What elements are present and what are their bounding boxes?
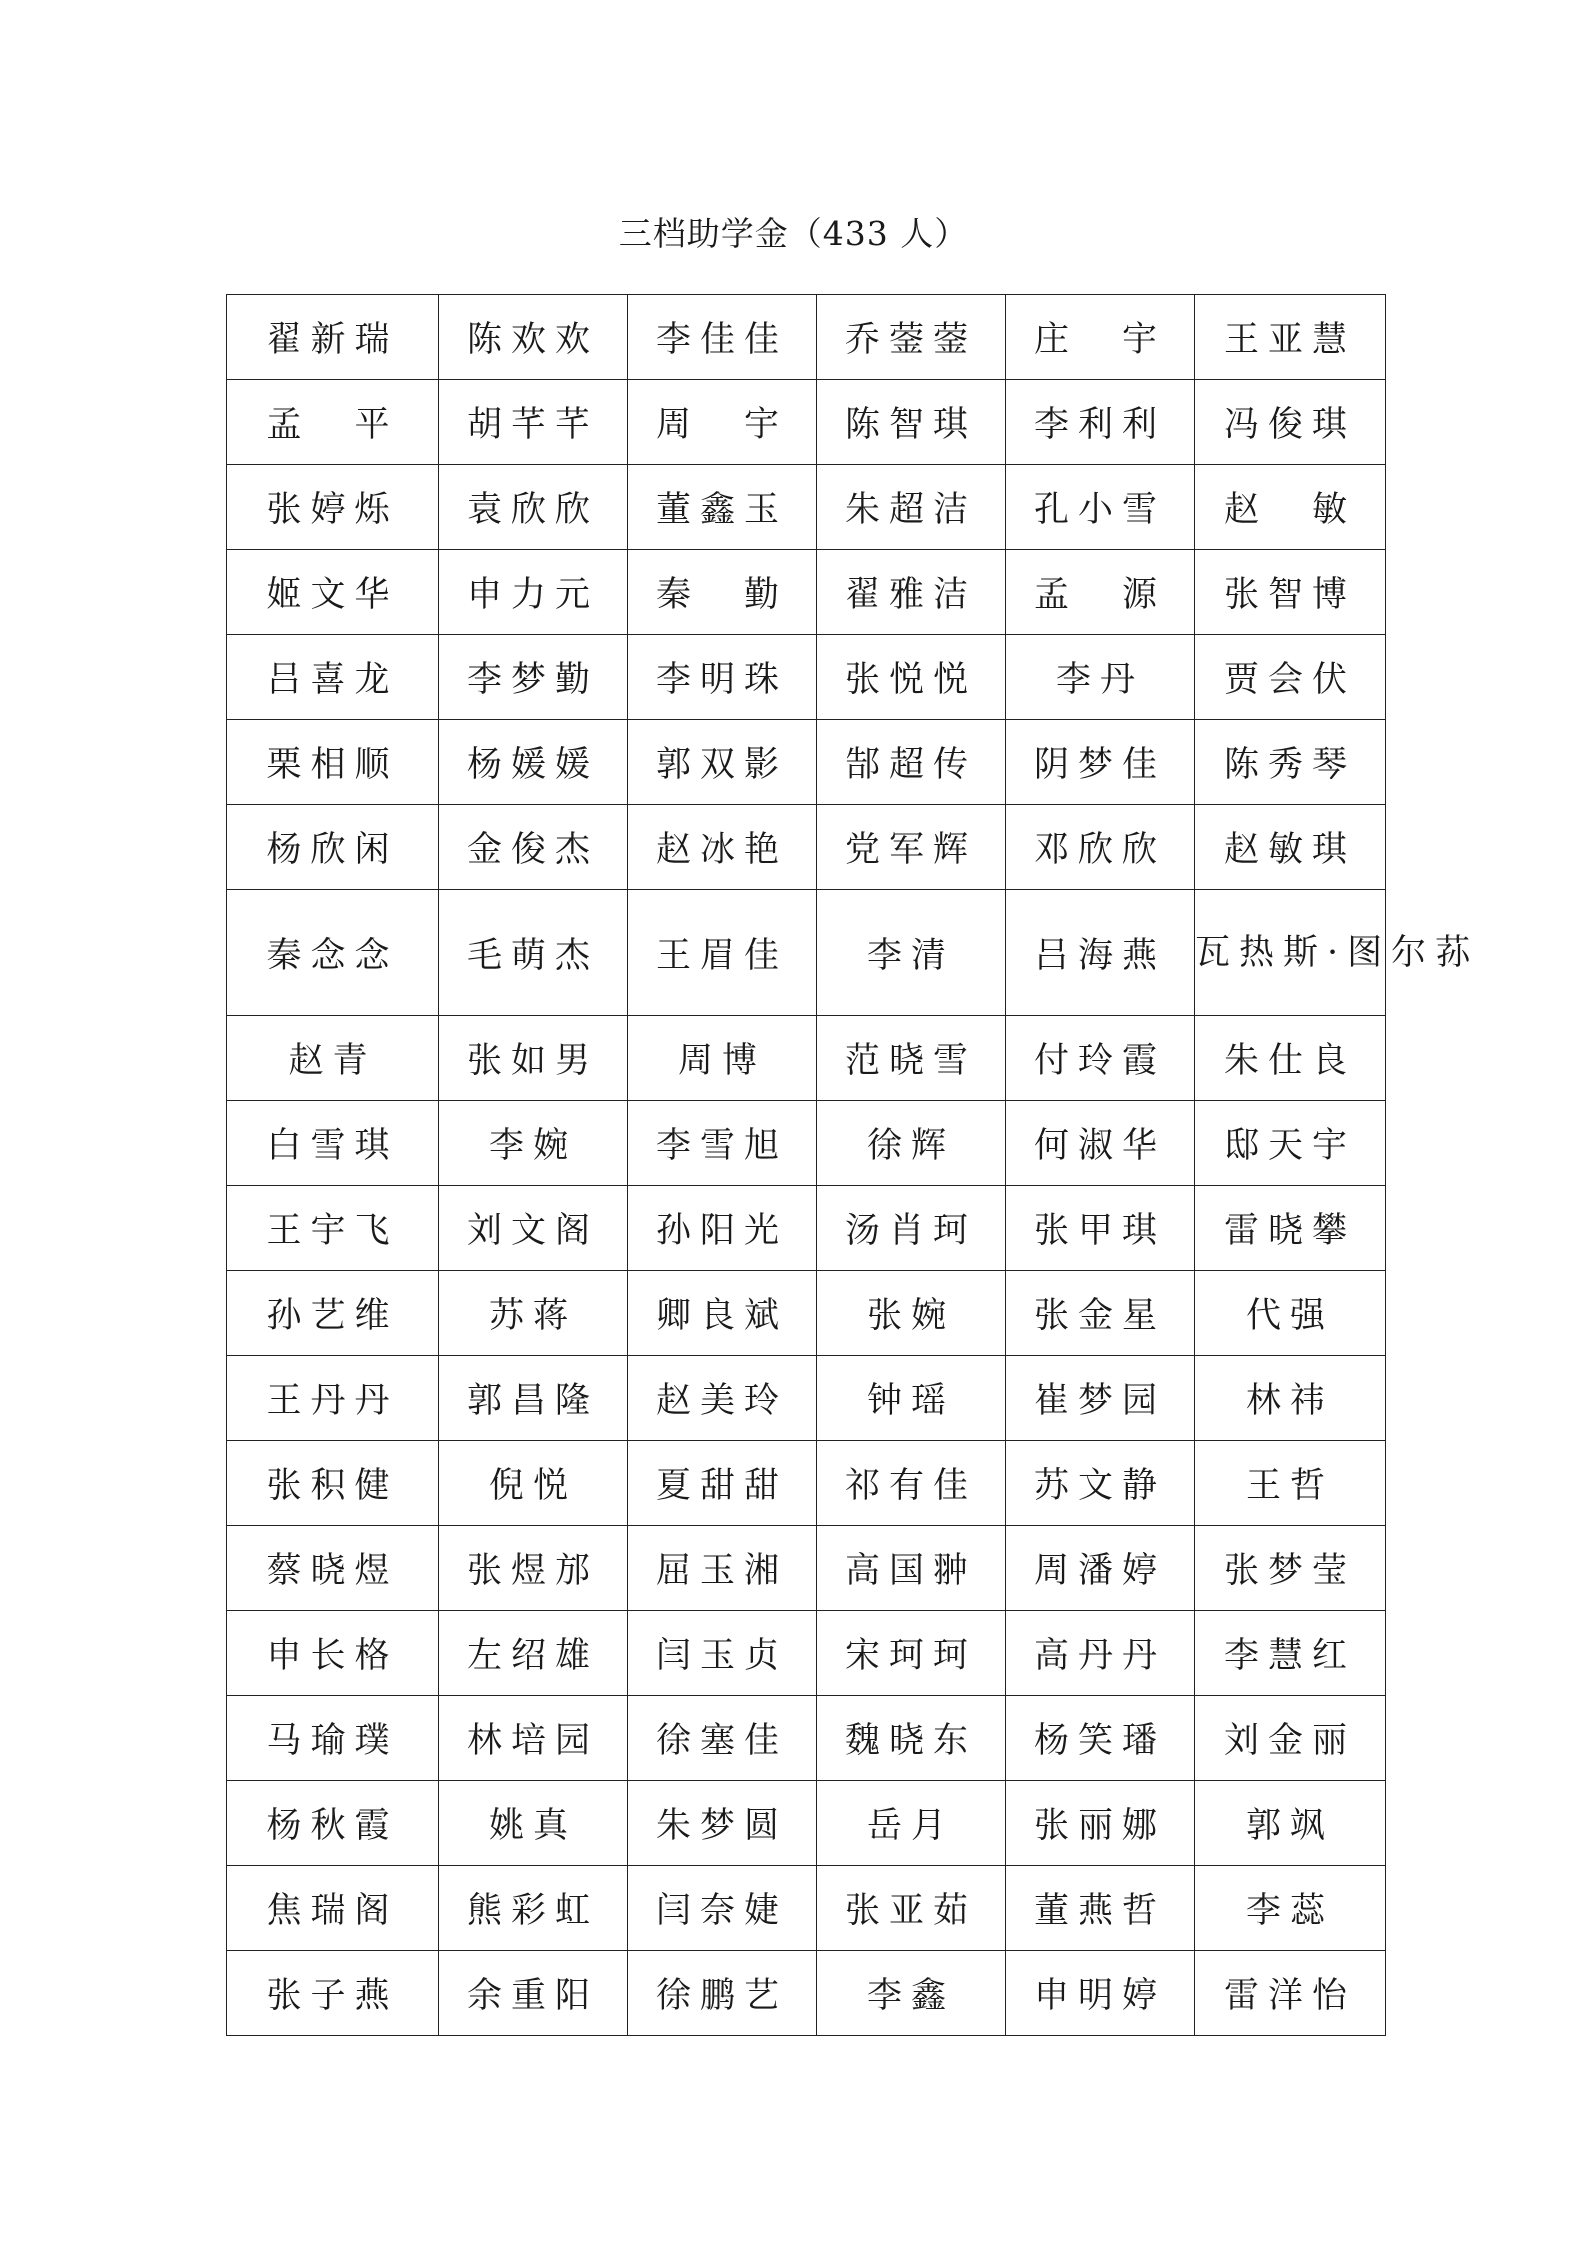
name-cell: 张悦悦 — [817, 635, 1006, 720]
name-cell: 马瑜璞 — [227, 1696, 439, 1781]
name-cell: 吕海燕 — [1006, 890, 1195, 1016]
name-cell: 张亚茹 — [817, 1866, 1006, 1951]
name-cell: 周 宇 — [628, 380, 817, 465]
name-cell: 庄 宇 — [1006, 295, 1195, 380]
name-cell: 李鑫 — [817, 1951, 1006, 2036]
name-cell: 邸天宇 — [1195, 1101, 1386, 1186]
name-cell: 栗相顺 — [227, 720, 439, 805]
name-cell: 王丹丹 — [227, 1356, 439, 1441]
name-cell: 苏文静 — [1006, 1441, 1195, 1526]
name-cell: 夏甜甜 — [628, 1441, 817, 1526]
name-cell: 李利利 — [1006, 380, 1195, 465]
table-row — [227, 550, 1386, 635]
name-cell: 王哲 — [1195, 1441, 1386, 1526]
name-cell: 金俊杰 — [439, 805, 628, 890]
name-cell: 蔡晓煜 — [227, 1526, 439, 1611]
name-cell: 李佳佳 — [628, 295, 817, 380]
name-cell: 郭飒 — [1195, 1781, 1386, 1866]
name-cell: 朱超洁 — [817, 465, 1006, 550]
name-cell: 倪悦 — [439, 1441, 628, 1526]
name-cell: 党军辉 — [817, 805, 1006, 890]
name-cell: 代强 — [1195, 1271, 1386, 1356]
table-row — [227, 890, 1386, 1016]
table-row — [227, 1781, 1386, 1866]
name-cell: 高国翀 — [817, 1526, 1006, 1611]
table-row — [227, 805, 1386, 890]
name-cell: 徐辉 — [817, 1101, 1006, 1186]
name-cell: 袁欣欣 — [439, 465, 628, 550]
name-cell: 郭双影 — [628, 720, 817, 805]
name-cell: 付玲霞 — [1006, 1016, 1195, 1101]
name-cell: 杨秋霞 — [227, 1781, 439, 1866]
name-cell: 李蕊 — [1195, 1866, 1386, 1951]
name-cell: 陈智琪 — [817, 380, 1006, 465]
name-cell: 白雪琪 — [227, 1101, 439, 1186]
name-cell: 孙阳光 — [628, 1186, 817, 1271]
name-cell: 杨笑璠 — [1006, 1696, 1195, 1781]
name-cell: 秦念念 — [227, 890, 439, 1016]
name-cell: 李婉 — [439, 1101, 628, 1186]
name-cell: 姚真 — [439, 1781, 628, 1866]
name-cell: 赵冰艳 — [628, 805, 817, 890]
name-cell: 汤肖珂 — [817, 1186, 1006, 1271]
name-cell: 祁有佳 — [817, 1441, 1006, 1526]
table-row — [227, 1951, 1386, 2036]
table-row — [227, 380, 1386, 465]
name-cell: 申力元 — [439, 550, 628, 635]
name-cell: 秦 勤 — [628, 550, 817, 635]
name-cell: 毛萌杰 — [439, 890, 628, 1016]
name-cell: 郜超传 — [817, 720, 1006, 805]
table-body — [227, 295, 1480, 2036]
name-cell: 徐塞佳 — [628, 1696, 817, 1781]
name-cell: 崔梦园 — [1006, 1356, 1195, 1441]
name-cell: 董鑫玉 — [628, 465, 817, 550]
name-cell: 周潘婷 — [1006, 1526, 1195, 1611]
name-cell: 杨媛媛 — [439, 720, 628, 805]
name-cell: 左绍雄 — [439, 1611, 628, 1696]
table-row — [227, 1016, 1386, 1101]
name-cell: 闫奈婕 — [628, 1866, 817, 1951]
page-title: 三档助学金（433 人） — [618, 214, 969, 253]
name-cell: 邓欣欣 — [1006, 805, 1195, 890]
name-cell: 王眉佳 — [628, 890, 817, 1016]
name-cell: 李雪旭 — [628, 1101, 817, 1186]
table-row — [227, 1441, 1386, 1526]
name-cell: 孟 平 — [227, 380, 439, 465]
name-cell: 张智博 — [1195, 550, 1386, 635]
name-cell: 陈秀琴 — [1195, 720, 1386, 805]
table-row — [227, 1526, 1386, 1611]
table-row — [227, 1271, 1386, 1356]
name-cell: 雷洋怡 — [1195, 1951, 1386, 2036]
name-cell: 李清 — [817, 890, 1006, 1016]
table-row — [227, 635, 1386, 720]
table-row — [227, 1696, 1386, 1781]
name-cell: 熊彩虹 — [439, 1866, 628, 1951]
name-cell: 卿良斌 — [628, 1271, 817, 1356]
name-cell: 申明婷 — [1006, 1951, 1195, 2036]
name-cell: 冯俊琪 — [1195, 380, 1386, 465]
name-cell: 范晓雪 — [817, 1016, 1006, 1101]
name-cell: 赵青 — [227, 1016, 439, 1101]
name-cell: 胡芊芊 — [439, 380, 628, 465]
name-cell: 瓦热斯·图尔荪 — [1195, 890, 1386, 1016]
name-cell: 朱梦圆 — [628, 1781, 817, 1866]
name-cell: 申长格 — [227, 1611, 439, 1696]
recipient-table — [226, 294, 1480, 2036]
name-cell: 张丽娜 — [1006, 1781, 1195, 1866]
name-cell: 岳月 — [817, 1781, 1006, 1866]
name-cell: 张子燕 — [227, 1951, 439, 2036]
name-cell: 宋珂珂 — [817, 1611, 1006, 1696]
table-row — [227, 465, 1386, 550]
name-cell: 姬文华 — [227, 550, 439, 635]
name-cell: 林祎 — [1195, 1356, 1386, 1441]
name-cell: 张婉 — [817, 1271, 1006, 1356]
name-cell: 贾会伏 — [1195, 635, 1386, 720]
name-cell: 王亚慧 — [1195, 295, 1386, 380]
name-cell: 魏晓东 — [817, 1696, 1006, 1781]
table-row — [227, 720, 1386, 805]
name-cell: 林培园 — [439, 1696, 628, 1781]
name-cell: 徐鹏艺 — [628, 1951, 817, 2036]
name-cell: 李明珠 — [628, 635, 817, 720]
name-cell: 赵敏琪 — [1195, 805, 1386, 890]
name-cell: 孙艺维 — [227, 1271, 439, 1356]
name-cell: 陈欢欢 — [439, 295, 628, 380]
name-cell: 张婷烁 — [227, 465, 439, 550]
name-cell: 张梦莹 — [1195, 1526, 1386, 1611]
table-row — [227, 1611, 1386, 1696]
name-cell: 张甲琪 — [1006, 1186, 1195, 1271]
name-cell: 张煜邡 — [439, 1526, 628, 1611]
name-cell: 翟雅洁 — [817, 550, 1006, 635]
name-cell: 刘金丽 — [1195, 1696, 1386, 1781]
name-cell: 周博 — [628, 1016, 817, 1101]
table-row — [227, 1866, 1386, 1951]
name-cell: 钟瑶 — [817, 1356, 1006, 1441]
name-cell: 闫玉贞 — [628, 1611, 817, 1696]
name-cell: 屈玉湘 — [628, 1526, 817, 1611]
name-cell: 高丹丹 — [1006, 1611, 1195, 1696]
name-cell: 何淑华 — [1006, 1101, 1195, 1186]
name-cell: 苏蒋 — [439, 1271, 628, 1356]
name-cell: 李慧红 — [1195, 1611, 1386, 1696]
name-cell: 孟 源 — [1006, 550, 1195, 635]
name-cell: 杨欣闲 — [227, 805, 439, 890]
name-cell: 翟新瑞 — [227, 295, 439, 380]
name-cell: 雷晓攀 — [1195, 1186, 1386, 1271]
name-cell: 阴梦佳 — [1006, 720, 1195, 805]
name-cell: 赵美玲 — [628, 1356, 817, 1441]
table-row — [227, 1101, 1386, 1186]
name-cell: 李梦勤 — [439, 635, 628, 720]
name-cell: 余重阳 — [439, 1951, 628, 2036]
name-cell: 董燕哲 — [1006, 1866, 1195, 1951]
name-cell: 吕喜龙 — [227, 635, 439, 720]
name-cell: 张如男 — [439, 1016, 628, 1101]
name-cell: 王宇飞 — [227, 1186, 439, 1271]
name-cell: 张积健 — [227, 1441, 439, 1526]
name-cell: 乔蓥蓥 — [817, 295, 1006, 380]
name-cell: 郭昌隆 — [439, 1356, 628, 1441]
table-row — [227, 1186, 1386, 1271]
table-row — [227, 1356, 1386, 1441]
name-cell: 焦瑞阁 — [227, 1866, 439, 1951]
name-cell: 朱仕良 — [1195, 1016, 1386, 1101]
name-cell: 李丹 — [1006, 635, 1195, 720]
name-cell: 刘文阁 — [439, 1186, 628, 1271]
table-row — [227, 295, 1386, 380]
name-cell: 孔小雪 — [1006, 465, 1195, 550]
name-cell: 赵 敏 — [1195, 465, 1386, 550]
name-cell: 张金星 — [1006, 1271, 1195, 1356]
